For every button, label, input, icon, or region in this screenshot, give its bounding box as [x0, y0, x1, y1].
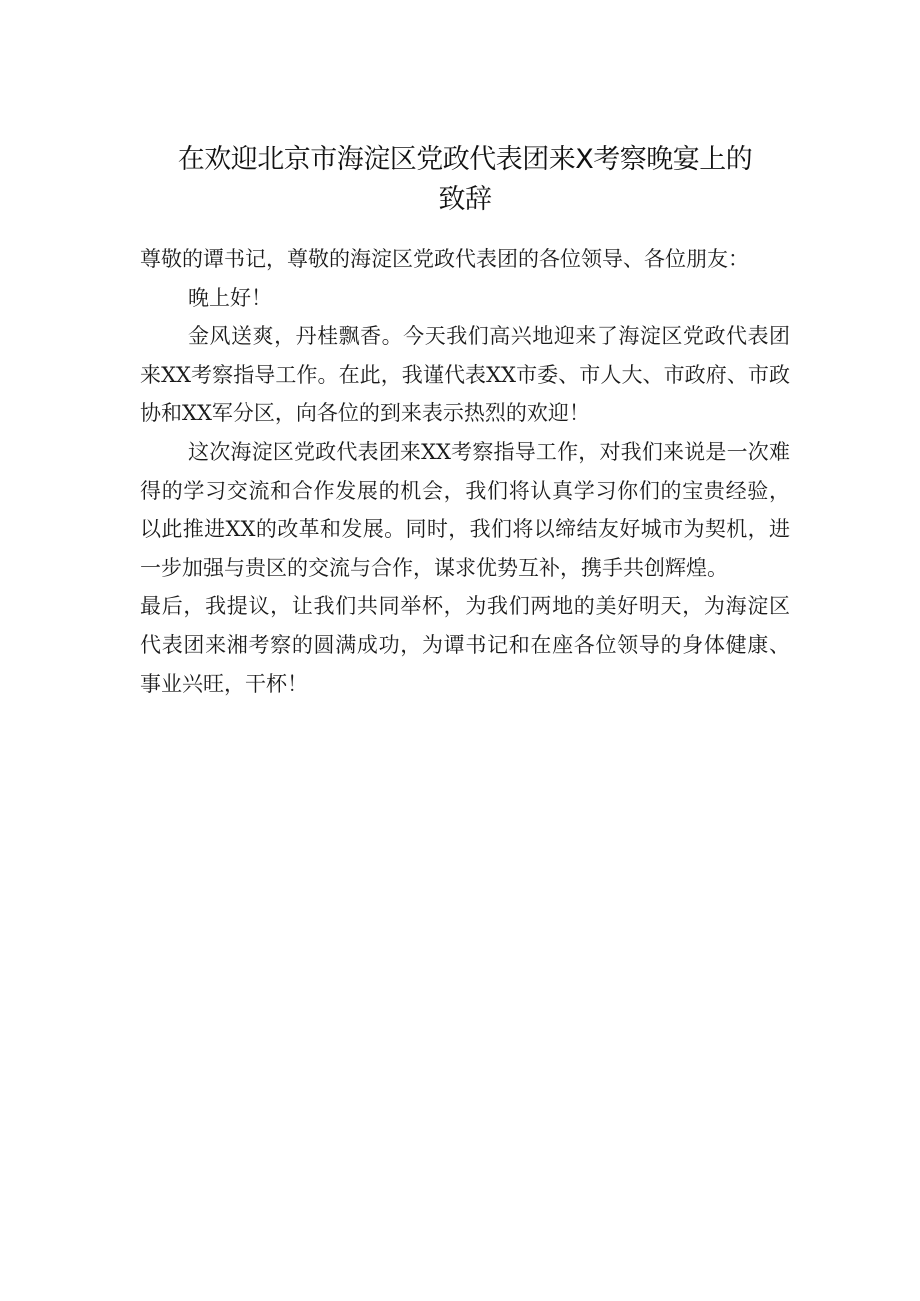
document-title — [140, 140, 790, 220]
salutation: 尊敬的谭书记，尊敬的海淀区党政代表团的各位领导、各位朋友： — [140, 247, 749, 271]
paragraph-welcome: 金风送爽，丹桂飘香。今天我们高兴地迎来了海淀区党政代表团来XX考察指导工作。在此，我谨代表XX市委、市人大、市政府、市政协和XX军分区，向各位的到来表示热烈的欢迎！ — [140, 324, 790, 426]
title-line-2: 致辞 — [438, 184, 492, 215]
title-line-1: 在欢迎北京市海淀区党政代表团来X考察晚宴上的 — [177, 144, 753, 175]
paragraph-toast: 最后，我提议，让我们共同举杯，为我们两地的美好明天，为海淀区代表团来湘考察的圆满成功，为谭书记和在座各位领导的身体健康、事业兴旺，干杯！ — [140, 594, 790, 696]
paragraph-cooperation: 这次海淀区党政代表团来XX考察指导工作，对我们来说是一次难得的学习交流和合作发展的机会，我们将认真学习你们的宝贵经验，以此推进XX的改革和发展。同时，我们将以缔结友好城市为契机，进一步加强与贵区的交流与合作，谋求优势互补，携手共创辉煌。 — [140, 439, 790, 580]
document-body — [140, 240, 790, 703]
greeting: 晚上好！ — [188, 285, 272, 310]
